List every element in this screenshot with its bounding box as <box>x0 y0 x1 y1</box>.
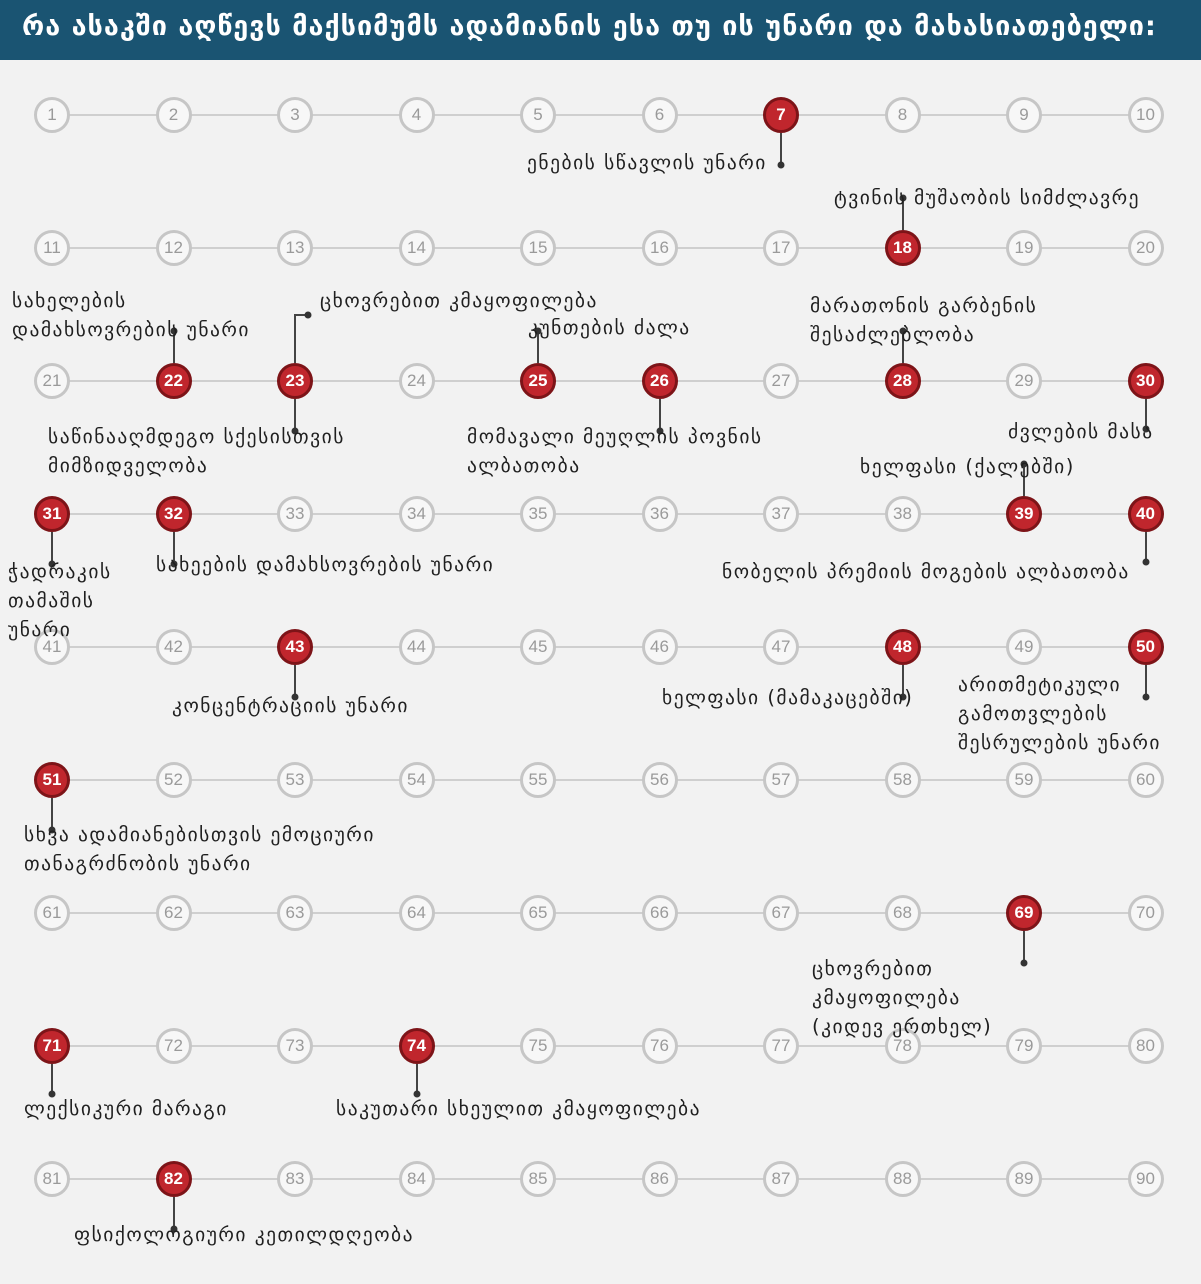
age-node: 53 <box>277 762 313 798</box>
age-node: 85 <box>520 1161 556 1197</box>
timeline-row-line <box>52 646 1146 648</box>
age-node-highlighted: 28 <box>885 363 921 399</box>
age-node: 21 <box>34 363 70 399</box>
age-node: 8 <box>885 97 921 133</box>
age-node: 88 <box>885 1161 921 1197</box>
age-node: 58 <box>885 762 921 798</box>
age-node: 33 <box>277 496 313 532</box>
timeline-row-line <box>52 114 1146 116</box>
age-node-highlighted: 74 <box>399 1028 435 1064</box>
timeline-row-line <box>52 247 1146 249</box>
annotation-label-age-30: ძვლების მასა <box>1008 420 1154 443</box>
age-node-highlighted: 23 <box>277 363 313 399</box>
age-node: 81 <box>34 1161 70 1197</box>
age-node: 55 <box>520 762 556 798</box>
age-node: 27 <box>763 363 799 399</box>
age-node: 46 <box>642 629 678 665</box>
age-node-highlighted: 40 <box>1128 496 1164 532</box>
connector-dot <box>305 312 312 319</box>
age-node: 16 <box>642 230 678 266</box>
age-node-highlighted: 31 <box>34 496 70 532</box>
age-node: 24 <box>399 363 435 399</box>
age-node: 4 <box>399 97 435 133</box>
age-node-highlighted: 39 <box>1006 496 1042 532</box>
age-node: 66 <box>642 895 678 931</box>
page-title: რა ასაკში აღწევს მაქსიმუმს ადამიანის ესა თუ ის უნარი და მახასიათებელი: <box>22 11 1157 42</box>
annotation-label-age-74: საკუთარი სხეულით კმაყოფილება <box>336 1097 701 1120</box>
age-node-highlighted: 18 <box>885 230 921 266</box>
age-node-highlighted: 43 <box>277 629 313 665</box>
age-node-highlighted: 30 <box>1128 363 1164 399</box>
age-node: 12 <box>156 230 192 266</box>
connector-line <box>780 133 782 165</box>
age-node-highlighted: 50 <box>1128 629 1164 665</box>
annotation-label-age-25: კუნთების ძალა <box>528 316 691 339</box>
age-node: 65 <box>520 895 556 931</box>
connector-line <box>1145 532 1147 562</box>
connector-line <box>51 1064 53 1094</box>
age-node-highlighted: 32 <box>156 496 192 532</box>
timeline-row-line <box>52 380 1146 382</box>
age-node-highlighted: 48 <box>885 629 921 665</box>
annotation-label-age-51: სხვა ადამიანებისთვის ემოციური თანაგრძნობის უნარი <box>24 823 375 875</box>
timeline-row-line <box>52 513 1146 515</box>
age-node: 49 <box>1006 629 1042 665</box>
connector-dot <box>1021 960 1028 967</box>
age-node: 9 <box>1006 97 1042 133</box>
annotation-label-age-26: მომავალი მეუღლის პოვნის ალბათობა <box>467 425 763 477</box>
age-node: 11 <box>34 230 70 266</box>
age-node-highlighted: 51 <box>34 762 70 798</box>
annotation-label-age-50: არითმეტიკული გამოთვლების შესრულების უნარი <box>958 673 1162 754</box>
connector-dot <box>1142 559 1149 566</box>
age-node-highlighted: 22 <box>156 363 192 399</box>
annotation-label-age-18: ტვინის მუშაობის სიმძლავრე <box>834 186 1141 209</box>
annotation-label-age-82: ფსიქოლოგიური კეთილდღეობა <box>74 1223 415 1246</box>
age-node: 67 <box>763 895 799 931</box>
age-node: 64 <box>399 895 435 931</box>
age-node: 70 <box>1128 895 1164 931</box>
annotation-label-age-71: ლექსიკური მარაგი <box>24 1097 228 1120</box>
age-node: 77 <box>763 1028 799 1064</box>
age-node: 1 <box>34 97 70 133</box>
age-node: 90 <box>1128 1161 1164 1197</box>
age-node: 79 <box>1006 1028 1042 1064</box>
age-node: 45 <box>520 629 556 665</box>
annotation-label-age-31: ჭადრაკის თამაშის უნარი <box>8 560 112 641</box>
age-node-highlighted: 71 <box>34 1028 70 1064</box>
age-node: 84 <box>399 1161 435 1197</box>
age-node: 89 <box>1006 1161 1042 1197</box>
connector-dot <box>778 162 785 169</box>
age-node: 62 <box>156 895 192 931</box>
annotation-label-age-7: ენების სწავლის უნარი <box>527 151 767 174</box>
connector-line <box>416 1064 418 1094</box>
age-node: 38 <box>885 496 921 532</box>
age-node: 87 <box>763 1161 799 1197</box>
age-node: 60 <box>1128 762 1164 798</box>
timeline-row-line <box>52 1045 1146 1047</box>
age-node: 61 <box>34 895 70 931</box>
age-node-highlighted: 82 <box>156 1161 192 1197</box>
age-node: 78 <box>885 1028 921 1064</box>
age-node-highlighted: 7 <box>763 97 799 133</box>
age-node: 72 <box>156 1028 192 1064</box>
age-node: 83 <box>277 1161 313 1197</box>
timeline-row-line <box>52 912 1146 914</box>
age-node: 47 <box>763 629 799 665</box>
age-node: 75 <box>520 1028 556 1064</box>
age-node: 20 <box>1128 230 1164 266</box>
annotation-label-age-69: ცხოვრებით კმაყოფილება (კიდევ ერთხელ) <box>812 957 993 1038</box>
age-node: 6 <box>642 97 678 133</box>
age-node: 63 <box>277 895 313 931</box>
annotation-label-age-23: საწინააღმდეგო სქესისთვის მიმზიდველობა <box>48 425 345 477</box>
connector-line <box>294 315 296 363</box>
annotation-label-age-39: ხელფასი (ქალებში) <box>860 455 1075 478</box>
timeline-row-line <box>52 1178 1146 1180</box>
age-node: 42 <box>156 629 192 665</box>
age-node: 59 <box>1006 762 1042 798</box>
age-node: 76 <box>642 1028 678 1064</box>
timeline-row-line <box>52 779 1146 781</box>
age-node: 15 <box>520 230 556 266</box>
age-node: 86 <box>642 1161 678 1197</box>
age-node: 80 <box>1128 1028 1164 1064</box>
age-node: 41 <box>34 629 70 665</box>
age-node: 57 <box>763 762 799 798</box>
age-node-highlighted: 69 <box>1006 895 1042 931</box>
age-node: 14 <box>399 230 435 266</box>
annotation-label-age-28: მარათონის გარბენის შესაძლებლობა <box>810 294 1038 346</box>
age-node: 36 <box>642 496 678 532</box>
age-node-highlighted: 25 <box>520 363 556 399</box>
age-node: 44 <box>399 629 435 665</box>
title-banner <box>0 0 1201 60</box>
age-node-highlighted: 26 <box>642 363 678 399</box>
annotation-label-age-40: ნობელის პრემიის მოგების ალბათობა <box>722 560 1130 583</box>
age-node: 35 <box>520 496 556 532</box>
age-node: 3 <box>277 97 313 133</box>
age-node: 29 <box>1006 363 1042 399</box>
annotation-label-age-23: ცხოვრებით კმაყოფილება <box>320 289 598 312</box>
age-node: 34 <box>399 496 435 532</box>
age-node: 73 <box>277 1028 313 1064</box>
annotation-label-age-43: კონცენტრაციის უნარი <box>172 694 409 717</box>
age-node: 17 <box>763 230 799 266</box>
age-node: 68 <box>885 895 921 931</box>
age-node: 19 <box>1006 230 1042 266</box>
age-node: 54 <box>399 762 435 798</box>
age-node: 2 <box>156 97 192 133</box>
annotation-label-age-48: ხელფასი (მამაკაცებში) <box>662 686 914 709</box>
age-node: 13 <box>277 230 313 266</box>
connector-line <box>1023 931 1025 963</box>
age-node: 37 <box>763 496 799 532</box>
annotation-label-age-22: სახელების დამახსოვრების უნარი <box>12 289 251 341</box>
age-node: 10 <box>1128 97 1164 133</box>
annotation-label-age-32: სახეების დამახსოვრების უნარი <box>156 553 495 576</box>
age-node: 5 <box>520 97 556 133</box>
age-node: 56 <box>642 762 678 798</box>
age-node: 52 <box>156 762 192 798</box>
